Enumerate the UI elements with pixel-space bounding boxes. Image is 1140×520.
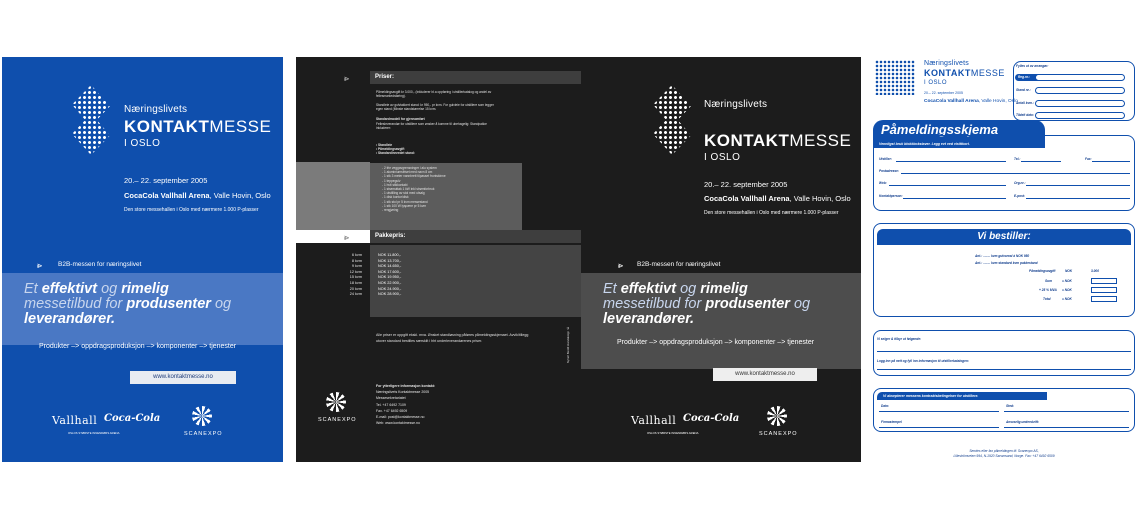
stamp-input[interactable] [879, 427, 999, 428]
form-footer [873, 449, 1135, 458]
brand-city: I OSLO [924, 80, 948, 86]
bird-icon: ⩺ [344, 232, 350, 242]
utstiller-input[interactable] [896, 161, 1006, 162]
vallhall-logo: Vallhall [631, 414, 677, 427]
stand-nr-input[interactable] [1035, 87, 1125, 94]
event-venue [124, 191, 271, 200]
stand-item: - 1 hvit stikkontakt [382, 182, 408, 187]
tel-input[interactable] [1021, 161, 1061, 162]
kontaktperson-label: Kontaktperson: [879, 194, 903, 198]
slogan-word-bold: leverandører. [603, 311, 695, 327]
scanexpo-logo-icon [326, 392, 346, 412]
dotted-diamond-logo-icon [72, 85, 110, 155]
postadresse-input[interactable] [901, 173, 1130, 174]
contact-line: Fax. +47 6492 6509 [376, 408, 408, 413]
admin-title: Fylles ut av arrangør: [1016, 64, 1049, 68]
tildelt-dato-label: Tildelt dato: [1016, 113, 1035, 117]
bird-icon: ⩺ [344, 73, 350, 83]
fee-amount: 3.000 [1091, 269, 1099, 273]
scanexpo-logo-icon [192, 406, 212, 426]
fee-cur: NOK [1065, 269, 1073, 273]
slogan-word: messetilbud for [603, 296, 706, 312]
place-input[interactable] [1004, 411, 1129, 412]
stand-item: - 1 utstilling av stol med utsalg [382, 191, 425, 196]
bullet-item: • Standleie [376, 143, 393, 147]
package-header: Pakkepris: [370, 230, 581, 243]
contact-line: Næringslivets Kontaktmesse 2005 [376, 390, 430, 395]
dark-cover-panel [581, 57, 861, 462]
slogan-word: Et [603, 281, 621, 297]
stand-item: - rengjøring [382, 208, 399, 213]
products-line: Produkter –> oppdragsproduksjon –> komponenter –> tjenester [39, 343, 237, 350]
stand-item: - 1 teppegulv [382, 178, 401, 183]
brand-title [924, 68, 1005, 78]
stand-nr-label: Stand nr.: [1016, 88, 1031, 92]
order-row-1: Ant.: ........ kvm gulvareal à NOK 950 [975, 254, 1030, 258]
package-price-box [370, 245, 581, 317]
slogan-text [603, 282, 853, 327]
slogan-word-bold: effektivt [41, 281, 98, 297]
scanexpo-logo-icon [767, 406, 787, 426]
products-line: Produkter –> oppdragsproduksjon –> komponenter –> tjenester [617, 339, 815, 346]
slogan-word-bold: produsenter [705, 296, 790, 312]
kvm-value: 9 kvm [351, 264, 362, 269]
postadresse-label: Postadresse: [879, 169, 900, 173]
kvm-value: 18 kvm [349, 280, 362, 285]
slogan-word: og [676, 281, 701, 297]
prices-para-3-title: Standardmodell for gjennomført [376, 117, 425, 121]
slogan-word-bold: rimelig [700, 281, 748, 297]
form-title: Påmeldingsskjema [873, 120, 1045, 140]
contact-info [376, 383, 435, 426]
order-title: Vi bestiller: [877, 229, 1131, 245]
utstiller-label: Utstiller: [879, 157, 892, 161]
cocacola-logo: Coca-Cola [683, 413, 740, 424]
event-note: Den store messehallen i Oslo med nærmere 1.000 P-plasser [704, 210, 839, 216]
epost-input[interactable] [1026, 198, 1130, 199]
orgnr-input[interactable] [1026, 185, 1130, 186]
catalog-label: Logg inn på nett og fyll inn informasjon til utstillerkatalogen: [877, 359, 969, 363]
prices-para-1: Påmeldingsavgift kr 3.000,- (inkluderer bl.a oppføring i utstillerkatalog og andel av fellesmarkedsføring). [376, 90, 492, 99]
brand-messe: MESSE [789, 131, 852, 150]
nok-value: NOK 14.650,- [378, 264, 402, 269]
venue-rest: , Valle Hovin, Oslo [209, 191, 271, 200]
bullet-item: • Standardinnredet stand: [376, 151, 415, 156]
brand-messe: MESSE [970, 68, 1005, 78]
brand-title [124, 117, 271, 137]
kvm-value: 24 kvm [349, 292, 362, 297]
slogan-word-bold: rimelig [121, 281, 169, 297]
kvm-column [342, 253, 362, 298]
tel-label: Tel.: [1014, 157, 1021, 161]
slogan-word-bold: produsenter [126, 296, 211, 312]
kvm-value: 15 kvm [349, 275, 362, 280]
vat-input[interactable] [1091, 287, 1117, 293]
footer-line: Sendes eller fax påmeldingen til: Scanexpo AS, [969, 449, 1039, 453]
package-label-strip [296, 230, 370, 243]
venue-name: CocaCola Vallhall Arena [124, 191, 210, 200]
date-label: Dato: [881, 404, 890, 408]
supplement-label: Vi selger & tilbyr ut følgende: [877, 337, 922, 341]
stand-item: - 1 aluminiumsfriset med navn 8 cm [382, 170, 433, 175]
kvm-value: 12 kvm [349, 269, 362, 274]
dotted-diamond-logo-icon [653, 85, 691, 155]
b2b-tagline: B2B-messen for næringslivet [58, 261, 142, 268]
stand-items-list [382, 166, 512, 212]
fee-label: Påmeldingsavgift [1029, 269, 1056, 273]
stand-item: - 1 strømuttak 1 kW inkl strømforbruk [382, 187, 435, 192]
vat-label: + 25 % MVA [1039, 288, 1057, 292]
kontaktperson-input[interactable] [903, 198, 1006, 199]
cocacola-logo: Coca-Cola [104, 413, 161, 424]
order-row-2: Ant.: ........ kvm standard kvm pakkestand [975, 261, 1038, 265]
signature-label: Ansvarlig underskrift: [1006, 420, 1040, 424]
stand-item: - 1 stk 3 meter vannbrett tilpasset frontskinne [382, 174, 446, 179]
place-label: Sted: [1006, 404, 1014, 408]
slogan-word-bold: effektivt [620, 281, 677, 297]
stamp-label: Firmastempel [881, 420, 902, 424]
catalog-input[interactable] [877, 369, 1131, 370]
event-date: 20.– 22. september 2005 [704, 180, 788, 189]
signature-input[interactable] [1004, 427, 1129, 428]
kvm-value: 8 kvm [351, 258, 362, 263]
blue-cover-panel [2, 57, 283, 462]
prices-header: Priser: [370, 71, 581, 84]
brand-kontakt: KONTAKT [704, 131, 790, 150]
antall-kvm-input[interactable] [1035, 100, 1125, 107]
slogan-word: messetilbud for [24, 296, 127, 312]
nok-value: NOK 17.600,- [378, 269, 402, 274]
terms-header: Vi aksepterer messens kontraktsbetingelser for utstillere. [877, 392, 1047, 400]
event-date: 20.– 22. september 2005 [924, 91, 963, 95]
slogan-word: og [789, 296, 811, 312]
vat-cur: = NOK [1062, 288, 1072, 292]
slogan-word: Et [24, 281, 42, 297]
registration-form-panel [869, 57, 1140, 462]
scanexpo-label: SCANEXPO [759, 431, 798, 437]
kvm-value: 20 kvm [349, 286, 362, 291]
prices-bullets [376, 143, 415, 156]
vallhall-subtitle: OSLOS STØRSTE INNENDØRS ARENA [68, 431, 120, 435]
nok-value: NOK 19.950,- [378, 275, 402, 280]
nok-column [378, 253, 401, 298]
website-link[interactable]: www.kontaktmesse.no [130, 371, 236, 384]
brand-kontakt: KONTAKT [124, 117, 210, 136]
date-input[interactable] [879, 411, 999, 412]
brand-small-text: Næringslivets [924, 60, 969, 67]
brand-small-text: Næringslivets [124, 104, 188, 115]
sum-input[interactable] [1091, 278, 1117, 284]
vat-note: Alle priser er oppgitt ekskl. mva. Ønsket standløsning påføres påmeldingsskjemaet. Avvik/tillegg utover standard bestilles særskilt i hht underleverandørenes priser. [376, 333, 529, 343]
total-cur: = NOK [1062, 297, 1072, 301]
epost-label: E-post: [1014, 194, 1025, 198]
slogan-word: og [210, 296, 232, 312]
reg-nr-label: Reg.nr.: [1018, 75, 1030, 79]
venue-rest: , Valle Hovin, Oslo [978, 99, 1018, 104]
tildelt-dato-input[interactable] [1035, 112, 1125, 119]
b2b-tagline: B2B-messen for næringslivet [637, 261, 721, 268]
total-input[interactable] [1091, 296, 1117, 302]
brand-messe: MESSE [209, 117, 272, 136]
orgnr-label: Org.nr.: [1014, 181, 1026, 185]
venue-name: CocaCola Vallhall Arena [704, 194, 790, 203]
contact-line: Messesekretariatet [376, 396, 406, 401]
web-label: Web: [879, 181, 887, 185]
stand-item: - 2 frie veggavgrensninger i alu system [382, 166, 437, 170]
slogan-word-bold: leverandører. [24, 311, 116, 327]
reg-nr-input[interactable] [1035, 74, 1125, 81]
contact-line: For ytterligere informasjon kontakt: [376, 384, 436, 388]
sum-cur: = NOK [1062, 279, 1072, 283]
event-note: Den store messehallen i Oslo med nærmere 1.000 P-plasser [124, 207, 259, 213]
prices-para-2: Standleie av gulvtakkert stand: kr 950,- pr kvm. For gulvleie for utstillere som legger egen stand (Minste standstørrelse 15 kvm. [376, 103, 494, 112]
slogan-text [24, 282, 274, 327]
event-date: 20.– 22. september 2005 [124, 176, 208, 185]
bird-icon: ⩺ [618, 260, 624, 270]
contact-line[interactable]: E-mail: post@kontaktmesse.no [376, 415, 425, 420]
event-venue [924, 99, 1018, 104]
web-input[interactable] [889, 185, 1006, 186]
brand-small-text: Næringslivets [704, 99, 768, 110]
footer-line: Lilleströmveien 994, N-1920 Sørumsand, Norge. Fax: +47 6492 6509 [953, 453, 1055, 458]
form-subtitle: Vennligst bruk blokkbokstaver. Legg evt ved visittkort. [873, 140, 1045, 148]
nok-value: NOK 11.800,- [378, 253, 401, 257]
stand-item: - 1 stk 100 W lyspære pr 5 kvm [382, 203, 427, 208]
contact-line: Tel. +47 6492 7109 [376, 402, 406, 407]
stand-item: - 1 disk kontor/disk [382, 195, 409, 200]
nok-value: NOK 22.900,- [378, 280, 402, 285]
nok-value: NOK 28.900,- [378, 292, 402, 297]
vertical-note: Nyhet! Bestill standdesign nå [566, 327, 570, 364]
brand-city: I OSLO [124, 138, 161, 149]
scanexpo-label: SCANEXPO [184, 431, 223, 437]
slogan-word: og [97, 281, 122, 297]
brand-title [704, 131, 851, 151]
contact-line[interactable]: Web: www.kontaktmesse.no [376, 421, 420, 426]
sum-label: Sum [1045, 279, 1052, 283]
kvm-value: 6 kvm [351, 253, 362, 257]
total-label: Total [1043, 297, 1051, 301]
brand-city: I OSLO [704, 152, 741, 163]
event-venue [704, 194, 851, 203]
bullet-item: • Påmeldingsavgift [376, 147, 405, 152]
fax-label: Fax: [1085, 157, 1092, 161]
scanexpo-label: SCANEXPO [318, 417, 357, 423]
fax-input[interactable] [1092, 161, 1130, 162]
vallhall-subtitle: OSLOS STØRSTE INNENDØRS ARENA [647, 431, 699, 435]
bird-icon: ⩺ [37, 260, 43, 270]
venue-name: CocaCola Vallhall Arena [924, 99, 979, 104]
antall-kvm-label: Antall kvm.: [1016, 101, 1035, 105]
price-list-panel [296, 57, 581, 462]
supplement-input[interactable] [877, 351, 1131, 352]
website-link[interactable]: www.kontaktmesse.no [713, 368, 817, 381]
stand-item: - 1 stk stol pr 5 kvm messestand [382, 199, 428, 204]
brand-kontakt: KONTAKT [924, 68, 971, 78]
nok-value: NOK 24.900,- [378, 286, 402, 291]
venue-rest: , Valle Hovin, Oslo [789, 194, 851, 203]
dotted-diamond-logo-icon [875, 60, 915, 95]
vallhall-logo: Vallhall [52, 414, 98, 427]
nok-value: NOK 13.700,- [378, 258, 402, 263]
grey-block [296, 162, 370, 230]
prices-para-3: Fellesleverandør for utstillere som ønsker å komme til ubehagelig: Standpakke inkluderer: [376, 122, 487, 131]
